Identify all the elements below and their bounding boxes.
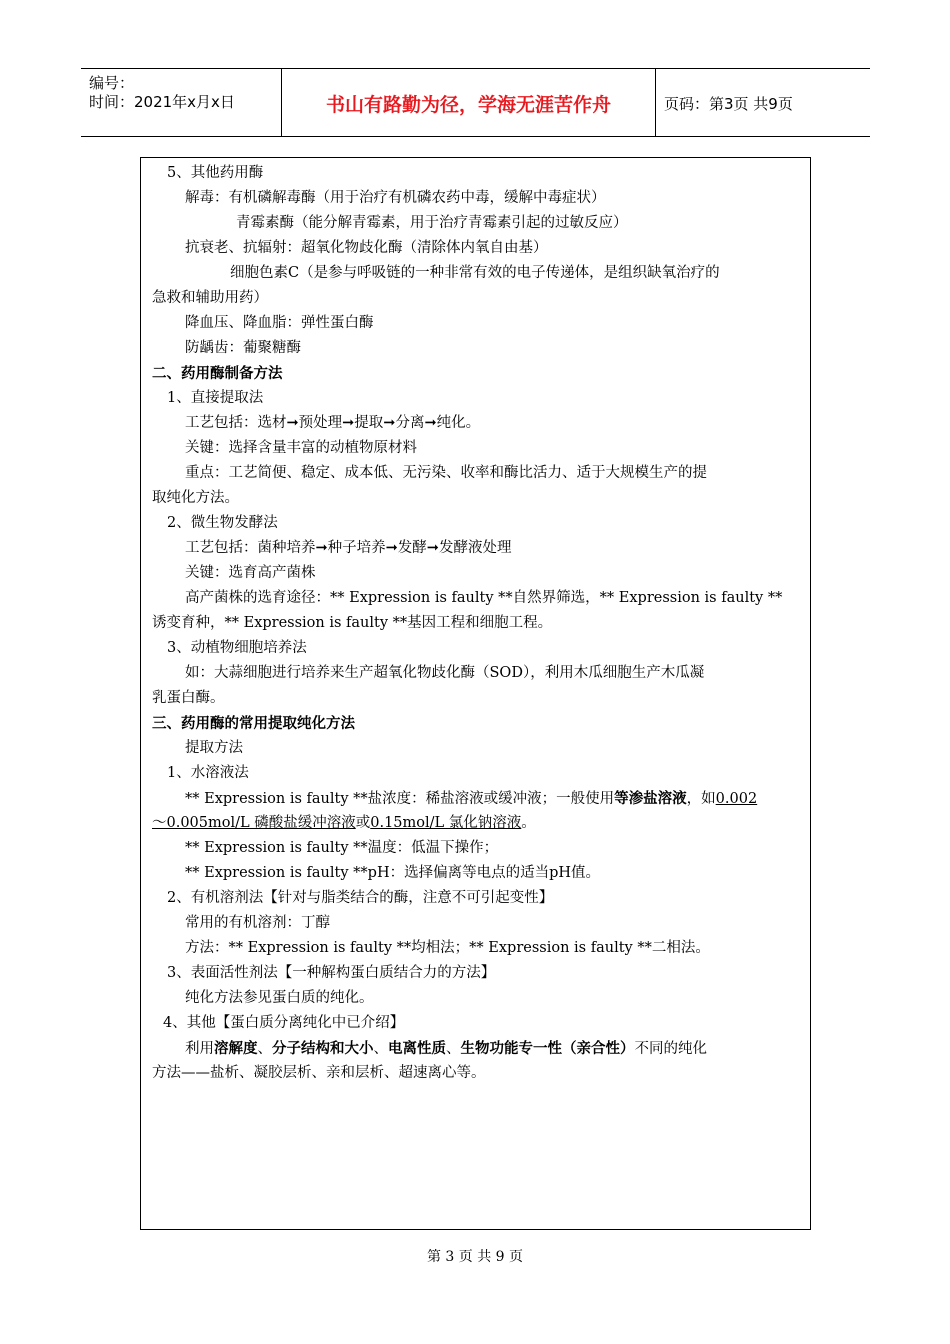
text-run: 利用 <box>185 1041 214 1057</box>
underlined-value: ～0.005mol/L 磷酸盐缓冲溶液 <box>152 815 356 831</box>
bold-term: 分子结构和大小 <box>272 1040 374 1057</box>
header-middle-cell <box>281 69 656 136</box>
text-line: 取纯化方法。 <box>152 490 239 506</box>
text-line: 方法——盐析、凝胶层析、亲和层析、超速离心等。 <box>152 1065 486 1081</box>
text-line: 细胞色素C（是参与呼吸链的一种非常有效的电子传递体，是组织缺氧治疗的 <box>230 265 720 281</box>
text-run: ，如 <box>686 791 716 807</box>
section-heading: 3、动植物细胞培养法 <box>167 640 307 656</box>
text-line: 如：大蒜细胞进行培养来生产超氧化物歧化酶（SOD），利用木瓜细胞生产木瓜凝 <box>185 665 705 681</box>
chapter-heading: 三、药用酶的常用提取纯化方法 <box>152 715 355 732</box>
text-line: 高产菌株的选育途径：** Expression is faulty **自然界筛选，** Expression is faulty ** <box>185 590 783 606</box>
section-heading: 4、其他【蛋白质分离纯化中已介绍】 <box>163 1015 405 1031</box>
underlined-value: 0.002 <box>715 791 758 807</box>
page-header <box>81 68 870 137</box>
text-run: 。 <box>521 815 536 831</box>
text-line: 降血压、降血脂：弹性蛋白酶 <box>185 315 374 331</box>
text-line: 工艺包括：选材➞预处理➞提取➞分离➞纯化。 <box>185 415 481 431</box>
section-heading: 1、水溶液法 <box>167 765 249 781</box>
text-line: 关键：选择含量丰富的动植物原材料 <box>185 440 417 456</box>
bold-term: 等渗盐溶液 <box>614 790 687 807</box>
section-heading: 3、表面活性剂法【一种解构蛋白质结合力的方法】 <box>167 965 496 981</box>
text-run: 不同的纯化 <box>634 1041 707 1057</box>
text-line: 解毒：有机磷解毒酶（用于治疗有机磷农药中毒，缓解中毒症状） <box>185 190 606 206</box>
text-line: 纯化方法参见蛋白质的纯化。 <box>185 990 374 1006</box>
text-run: 、 <box>446 1041 461 1057</box>
text-run: 、 <box>373 1041 388 1057</box>
section-heading: 2、微生物发酵法 <box>167 515 278 531</box>
text-line <box>152 786 802 811</box>
text-line: 防龋齿：葡聚糖酶 <box>185 340 301 356</box>
section-heading: 1、直接提取法 <box>167 390 264 406</box>
text-run: ** Expression is faulty **盐浓度：稀盐溶液或缓冲液；一般使用 <box>185 791 615 807</box>
text-line: 急救和辅助用药） <box>152 290 268 306</box>
text-run: 或 <box>355 815 371 831</box>
bold-term: 生物功能专一性（亲合性） <box>460 1040 635 1057</box>
header-left-cell <box>81 69 281 136</box>
section-heading: 2、有机溶剂法【针对与脂类结合的酶，注意不可引起变性】 <box>167 890 554 906</box>
text-line <box>152 1036 802 1061</box>
text-line: 关键：选育高产菌株 <box>185 565 316 581</box>
text-line: 方法：** Expression is faulty **均相法；** Expression is faulty **二相法。 <box>185 940 710 956</box>
text-line: 常用的有机溶剂：丁醇 <box>185 915 330 931</box>
content-text <box>152 161 802 1086</box>
text-line: ** Expression is faulty **温度：低温下操作； <box>185 840 499 856</box>
content-box <box>140 157 811 1230</box>
underlined-value: 0.15mol/L 氯化钠溶液 <box>370 815 522 831</box>
text-line: 乳蛋白酶。 <box>152 690 225 706</box>
text-line: 提取方法 <box>185 740 243 756</box>
bold-term: 溶解度 <box>214 1040 258 1057</box>
text-line: 工艺包括：菌种培养➞种子培养➞发酵➞发酵液处理 <box>185 540 512 556</box>
number-label: 编号： <box>89 74 135 92</box>
header-right-cell <box>655 69 870 136</box>
chapter-heading: 二、药用酶制备方法 <box>152 365 283 382</box>
header-motto: 书山有路勤为径，学海无涯苦作舟 <box>325 94 611 116</box>
bold-term: 电离性质 <box>388 1040 446 1057</box>
text-run: 、 <box>257 1041 272 1057</box>
text-line: 重点：工艺简便、稳定、成本低、无污染、收率和酶比活力、适于大规模生产的提 <box>185 465 707 481</box>
date-label: 时间：2021年x月x日 <box>89 93 235 111</box>
text-line: 青霉素酶（能分解青霉素，用于治疗青霉素引起的过敏反应） <box>236 215 628 231</box>
header-page-label: 页码：第3页 共9页 <box>664 95 793 113</box>
text-line: 诱变育种，** Expression is faulty **基因工程和细胞工程。 <box>152 615 553 631</box>
text-line: ** Expression is faulty **pH：选择偏离等电点的适当pH值。 <box>185 865 601 881</box>
section-heading: 5、其他药用酶 <box>167 165 264 181</box>
text-line: 抗衰老、抗辐射：超氧化物歧化酶（清除体内氧自由基） <box>185 240 548 256</box>
page-footer: 第 3 页 共 9 页 <box>426 1249 524 1265</box>
text-line <box>152 811 802 836</box>
